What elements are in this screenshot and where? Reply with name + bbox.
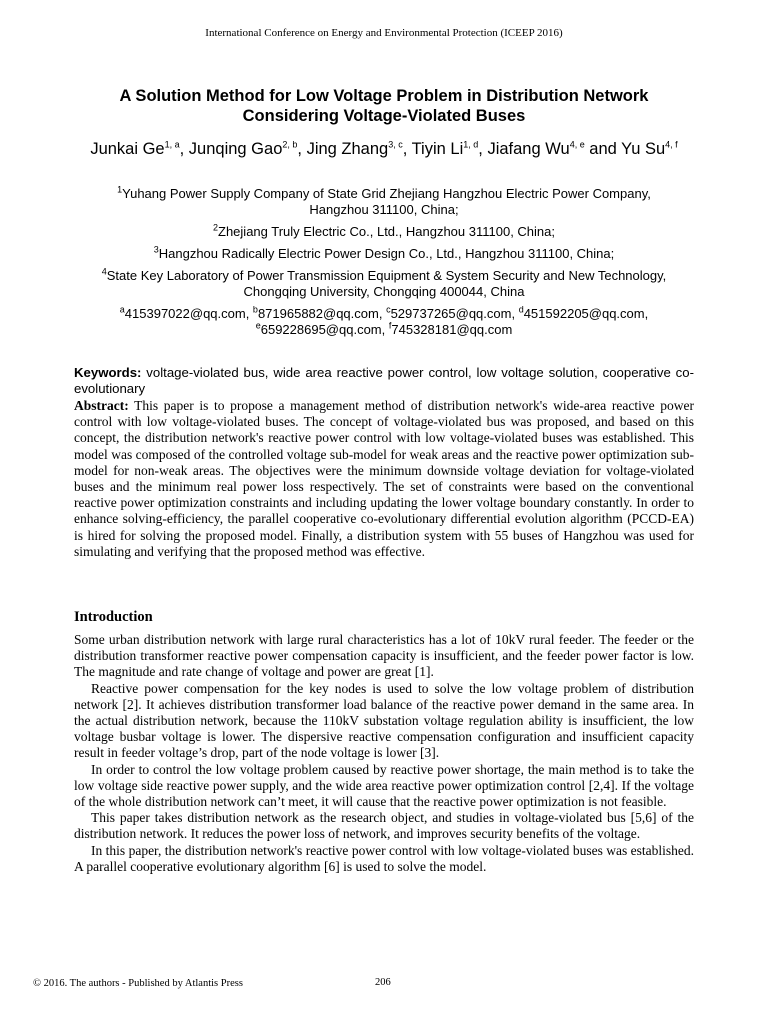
affiliation-number: 2 [213, 222, 219, 233]
email-address: 745328181@qq.com [391, 322, 513, 337]
email-list [60, 306, 708, 338]
affiliation-2 [60, 224, 708, 240]
email-mark: d [518, 304, 524, 315]
author-list [60, 140, 708, 159]
email-address: 529737265@qq.com, [390, 306, 519, 321]
introduction-body [74, 632, 694, 875]
affiliation-text: Hangzhou 311100, China; [309, 202, 459, 217]
author-name: Junqing Gao [188, 140, 283, 158]
author-affiliation-mark: 4, e [569, 139, 585, 150]
paragraph: This paper takes distribution network as the research object, and studies in voltage-violated bus [5,6] of the distribution network. It reduces the power loss of network, and improves security benefits of the voltage. [74, 810, 694, 842]
email-address: 451592205@qq.com, [523, 306, 649, 321]
author-name: Yu Su [621, 140, 666, 158]
paragraph: Some urban distribution network with large rural characteristics has a lot of 10kV rural feeder. The feeder or the distribution transformer reactive power compensation capacity is insufficient, and the feeder power factor is low. The magnitude and rate change of voltage and power are great [1]. [74, 632, 694, 680]
affiliation-text: Yuhang Power Supply Company of State Grid Zhejiang Hangzhou Electric Power Company, [122, 186, 651, 201]
author-separator: , [402, 140, 412, 158]
author-separator: , [179, 140, 189, 158]
author-affiliation-mark: 4, f [665, 139, 678, 150]
paragraph: Reactive power compensation for the key nodes is used to solve the low voltage problem of distribution network [2]. It achieves distribution transformer load balance of the reactive power demand in the same area. In the actual distribution network, because the 110kV substation voltage regulation ability is insufficient, the low voltage busbar voltage is lower. The dispersive reactive compensation configuration and insufficient capacity result in feeder voltage’s drop, part of the node voltage is lower [3]. [74, 680, 694, 761]
keywords-label: Keywords: [74, 365, 142, 380]
email-mark: a [119, 304, 125, 315]
affiliation-list [60, 186, 708, 344]
affiliation-text: Zhejiang Truly Electric Co., Ltd., Hangzhou 311100, China; [218, 224, 555, 239]
email-mark: e [255, 320, 261, 331]
author-separator: , [297, 140, 307, 158]
author-name: Junkai Ge [90, 140, 165, 158]
author-affiliation-mark: 3, c [388, 139, 403, 150]
affiliation-3 [60, 246, 708, 262]
conference-header: International Conference on Energy and Environmental Protection (ICEEP 2016) [205, 27, 563, 39]
author-name: Jiafang Wu [487, 140, 570, 158]
affiliation-number: 4 [101, 266, 107, 277]
author-name: Jing Zhang [306, 140, 389, 158]
keywords-section [74, 365, 694, 397]
paragraph: In this paper, the distribution network's reactive power control with low voltage-violated buses was established. A parallel cooperative evolutionary algorithm [6] is used to solve the model. [74, 842, 694, 874]
author-separator: , [478, 140, 488, 158]
affiliation-number: 1 [117, 184, 123, 195]
affiliation-text: Hangzhou Radically Electric Power Design Co., Ltd., Hangzhou 311100, China; [158, 246, 615, 261]
author-separator: and [589, 140, 622, 158]
affiliation-number: 3 [153, 244, 159, 255]
email-mark: c [386, 304, 391, 315]
author-affiliation-mark: 1, a [164, 139, 180, 150]
page-number: 206 [375, 977, 391, 988]
author-affiliation-mark: 1, d [463, 139, 479, 150]
paper-title-line-1: A Solution Method for Low Voltage Problem in Distribution Network [119, 87, 649, 105]
abstract-section [74, 398, 694, 560]
email-address: 871965882@qq.com, [257, 306, 387, 321]
paper-title [60, 86, 708, 126]
affiliation-4 [60, 268, 708, 300]
paper-title-line-2: Considering Voltage-Violated Buses [242, 107, 526, 125]
abstract-label: Abstract: [74, 398, 129, 413]
author-affiliation-mark: 2, b [282, 139, 298, 150]
affiliation-1 [60, 186, 708, 218]
email-address: 415397022@qq.com, [124, 306, 253, 321]
paragraph: In order to control the low voltage problem caused by reactive power shortage, the main method is to take the low voltage side reactive power supply, and the wide area reactive power optimization control [2,4]. If the voltage of the whole distribution network can’t meet, it will cause that the reactive power optimization is not feasible. [74, 761, 694, 810]
email-mark: f [388, 320, 392, 331]
affiliation-text: Chongqing University, Chongqing 400044, China [243, 284, 525, 299]
email-mark: b [252, 304, 258, 315]
email-address: 659228695@qq.com, [260, 322, 389, 337]
keywords-text: voltage-violated bus, wide area reactive power control, low voltage solution, cooperative co-evolutionary [74, 365, 694, 396]
section-heading: Introduction [74, 609, 153, 625]
author-name: Tiyin Li [411, 140, 464, 158]
affiliation-text: State Key Laboratory of Power Transmission Equipment & System Security and New Technology, [106, 268, 667, 283]
copyright-footer: © 2016. The authors - Published by Atlantis Press [33, 978, 243, 989]
abstract-text: This paper is to propose a management method of distribution network's wide-area reactive power control with low voltage-violated buses. The concept of voltage-violated bus was proposed, and based on this concept, the distribution network's reactive power control with low voltage-violated buses was established. This model was composed of the controlled voltage sub-model for weak areas and the reactive power optimization sub-model for non-weak areas. The objectives were the minimum downside voltage deviation for voltage-violated buses and the minimum real power loss respectively. The set of constraints were based on the conventional reactive power optimization constraints and including updating the lower voltage boundary constantly. In order to enhance solving-efficiency, the parallel cooperative co-evolutionary differential evolution algorithm (PCCD-EA) is hired for solving the proposed model. Finally, a distribution system with 55 buses of Hangzhou was used for simulating and verifying that the proposed method was effective. [74, 398, 694, 559]
